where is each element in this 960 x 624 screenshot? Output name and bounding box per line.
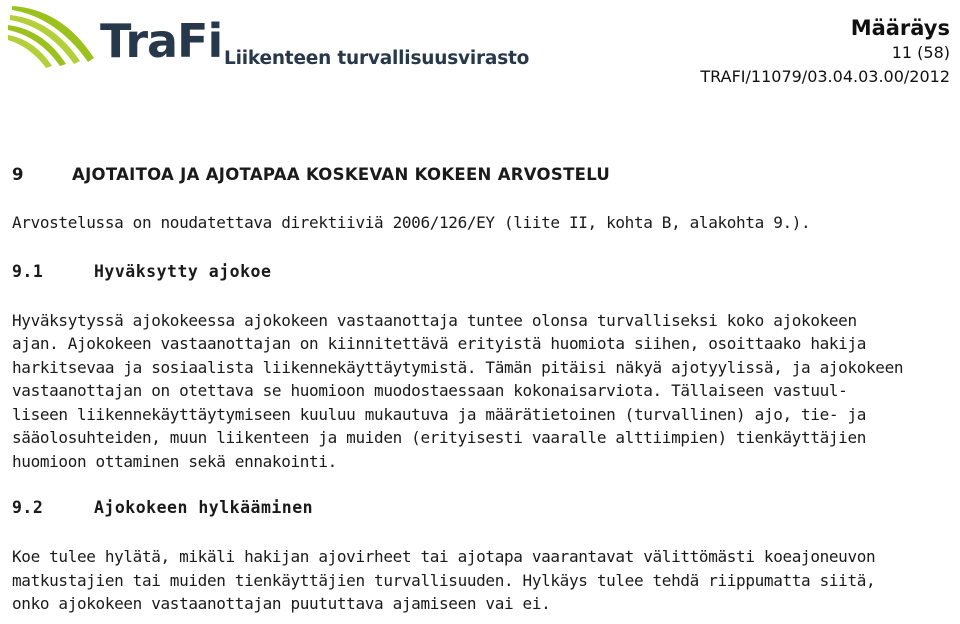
trafi-logo [8,4,530,82]
paragraph-9-1 [12,309,952,474]
paragraph-9-2 [12,545,952,616]
section-number: 9 [12,165,24,184]
subsection-title: Ajokokeen hylkääminen [94,498,314,517]
paragraph-line: huomioon ottaminen sekä ennakointi. [12,451,337,471]
intro-paragraph [12,211,952,235]
section-heading [12,164,952,186]
paragraph-line: matkustajien tai muiden tienkäyttäjien turvallisuuden. Hylkäys tulee tehdä riippumatta siitä, [12,570,876,590]
paragraph-line: Arvostelussa on noudatettava direktiiviä 2006/126/EY (liite II, kohta B, alakohta 9.). [12,213,811,232]
subsection-heading-9-2 [12,497,952,519]
section-title: AJOTAITOA JA AJOTAPAA KOSKEVAN KOKEEN ARVOSTELU [72,165,611,184]
paragraph-line: vastaanottajan on otettava se huomioon muodostaessaan kokonaisarviota. Tällaiseen vastuul- [12,381,848,400]
document-body [12,164,952,616]
page-header [0,0,960,110]
subsection-title: Hyväksytty ajokoe [94,261,272,281]
logo-wordmark: TraFi [100,14,223,68]
paragraph-line: Koe tulee hylätä, mikäli hakijan ajovirheet tai ajotapa vaarantavat välittömästi koeajoneuvon [12,547,876,566]
paragraph-line: onko ajokokeen vastaanottajan puututtava ajamiseen vai ei. [12,594,551,613]
page-number: 11 (58) [891,43,950,62]
subsection-heading-9-1 [12,261,952,283]
swoosh-logo-icon [8,4,108,74]
document-reference: TRAFI/11079/03.04.03.00/2012 [700,67,950,86]
paragraph-line: ajan. Ajokokeen vastaanottajan on kiinnitettävä erityistä huomiota siihen, osoittaako hakija [12,334,867,353]
subsection-number: 9.2 [12,498,44,517]
paragraph-line: liseen liikennekäyttäytymiseen kuuluu mukautuva ja määrätietoinen (turvallinen) ajo, tie- ja [12,404,867,424]
subsection-number: 9.1 [12,261,44,281]
document-meta [700,14,950,90]
paragraph-line: sääolosuhteiden, muun liikenteen ja muiden (erityisesti vaaralle alttiimpien) tienkäyttäjien [12,428,867,447]
document-type: Määräys [850,16,950,40]
paragraph-line: harkitsevaa ja sosiaalista liikennekäyttäytymistä. Tämän pitäisi näkyä ajotyylissä, ja ajokokeen [12,357,904,377]
logo-subtitle: Liikenteen turvallisuusvirasto [224,48,530,69]
paragraph-line: Hyväksytyssä ajokokeessa ajokokeen vastaanottaja tuntee olonsa turvalliseksi koko ajokokeen [12,310,857,330]
